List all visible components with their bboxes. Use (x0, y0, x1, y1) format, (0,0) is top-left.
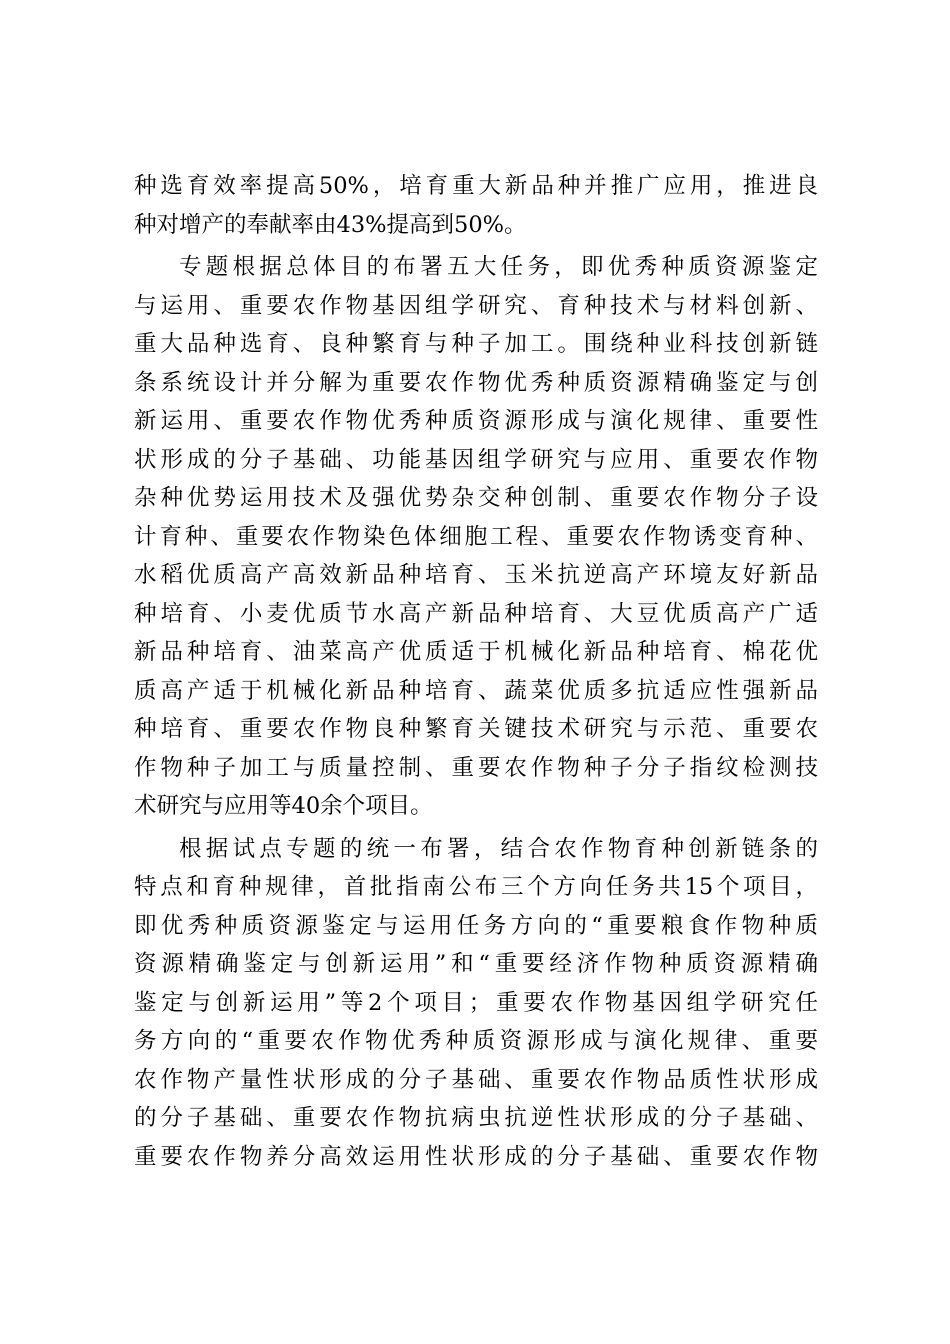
text-line: 与运用、重要农作物基因组学研究、育种技术与材料创新、 (134, 292, 818, 319)
text-line: 水稻优质高产高效新品种培育、玉米抗逆高产环境友好新品 (134, 562, 818, 588)
text-line: 重大品种选育、良种繁育与种子加工。围绕种业科技创新链 (134, 331, 818, 357)
text-line: 资源精确鉴定与创新运用”和“重要经济作物种质资源精确 (134, 951, 818, 977)
text-line: 务方向的“重要农作物优秀种质资源形成与演化规律、重要 (134, 1028, 818, 1054)
text-line: 作物种子加工与质量控制、重要农作物种子分子指纹检测技 (134, 754, 818, 781)
text-line: 新品种培育、油菜高产优质适于机械化新品种培育、棉花优 (134, 639, 818, 665)
text-line: 农作物产量性状形成的分子基础、重要农作物品质性状形成 (134, 1066, 818, 1093)
text-line: 种选育效率提高50%，培育重大新品种并推广应用，推进良 (134, 173, 818, 199)
paragraph (134, 167, 818, 244)
text-line: 鉴定与创新运用”等2个项目；重要农作物基因组学研究任 (134, 989, 818, 1016)
document-body (134, 167, 818, 1176)
text-line: 质高产适于机械化新品种培育、蔬菜优质多抗适应性强新品 (134, 677, 818, 704)
text-line: 种培育、小麦优质节水高产新品种培育、大豆优质高产广适 (134, 600, 818, 627)
text-line: 种培育、重要农作物良种繁育关键技术研究与示范、重要农 (134, 716, 818, 742)
text-line: 的分子基础、重要农作物抗病虫抗逆性状形成的分子基础、 (134, 1105, 818, 1131)
text-line: 计育种、重要农作物染色体细胞工程、重要农作物诱变育种、 (134, 523, 818, 550)
text-line: 条系统设计并分解为重要农作物优秀种质资源精确鉴定与创 (134, 369, 818, 396)
text-line: 特点和育种规律，首批指南公布三个方向任务共15个项目， (134, 874, 818, 900)
text-line: 杂种优势运用技术及强优势杂交种创制、重要农作物分子设 (134, 485, 818, 511)
text-line: 根据试点专题的统一布署，结合农作物育种创新链条的 (179, 835, 818, 862)
text-line: 种对增产的奉献率由43%提高到50%。 (134, 211, 527, 238)
paragraph (134, 830, 818, 1177)
text-line: 术研究与应用等40余个项目。 (134, 793, 433, 819)
paragraph (134, 248, 818, 826)
text-line: 新运用、重要农作物优秀种质资源形成与演化规律、重要性 (134, 408, 818, 434)
text-line: 即优秀种质资源鉴定与运用任务方向的“重要粮食作物种质 (134, 912, 818, 939)
text-line: 专题根据总体目的布署五大任务，即优秀种质资源鉴定 (179, 254, 818, 280)
text-line: 重要农作物养分高效运用性状形成的分子基础、重要农作物 (134, 1143, 818, 1170)
text-line: 状形成的分子基础、功能基因组学研究与应用、重要农作物 (134, 446, 818, 473)
